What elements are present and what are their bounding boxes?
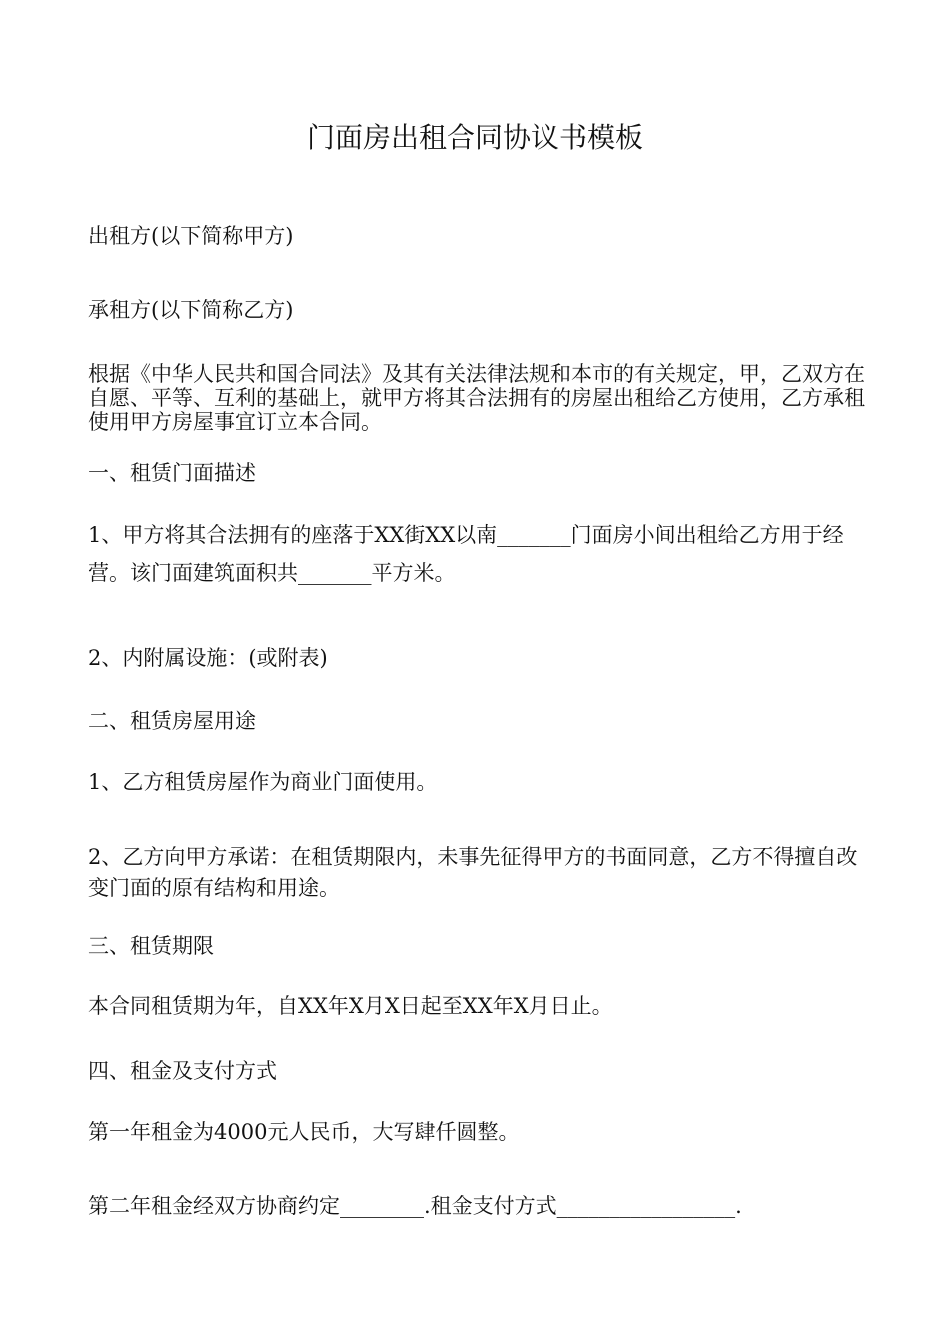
paragraph-4-1: 第一年租金为4000元人民币，大写肆仟圆整。 xyxy=(88,1120,520,1144)
document-title: 门面房出租合同协议书模板 xyxy=(306,121,643,154)
paragraph-1-1: 1、甲方将其合法拥有的座落于XX街XX以南_______门面房小间出租给乙方用于经营。该门面建筑面积共_______平方米。 xyxy=(88,523,844,585)
paragraph-lessee: 承租方(以下简称乙方) xyxy=(88,298,294,322)
section-heading-1: 一、租赁门面描述 xyxy=(88,461,256,485)
paragraph-4-2: 第二年租金经双方协商约定________.租金支付方式_________________. xyxy=(88,1194,742,1218)
paragraph-lessor: 出租方(以下简称甲方) xyxy=(88,224,294,248)
paragraph-2-2: 2、乙方向甲方承诺：在租赁期限内，未事先征得甲方的书面同意，乙方不得擅自改变门面的原有结构和用途。 xyxy=(88,845,858,900)
section-heading-4: 四、租金及支付方式 xyxy=(88,1059,277,1083)
paragraph-1-2: 2、内附属设施：(或附表) xyxy=(88,646,328,670)
paragraph-3-1: 本合同租赁期为年，自XX年X月X日起至XX年X月日止。 xyxy=(88,994,613,1018)
paragraph-2-1: 1、乙方租赁房屋作为商业门面使用。 xyxy=(88,770,438,794)
section-heading-2: 二、租赁房屋用途 xyxy=(88,709,256,733)
paragraph-preamble: 根据《中华人民共和国合同法》及其有关法律法规和本市的有关规定，甲，乙双方在自愿、平等、互利的基础上，就甲方将其合法拥有的房屋出租给乙方使用，乙方承租使用甲方房屋事宜订立本合同。 xyxy=(88,362,865,434)
section-heading-3: 三、租赁期限 xyxy=(88,934,214,958)
